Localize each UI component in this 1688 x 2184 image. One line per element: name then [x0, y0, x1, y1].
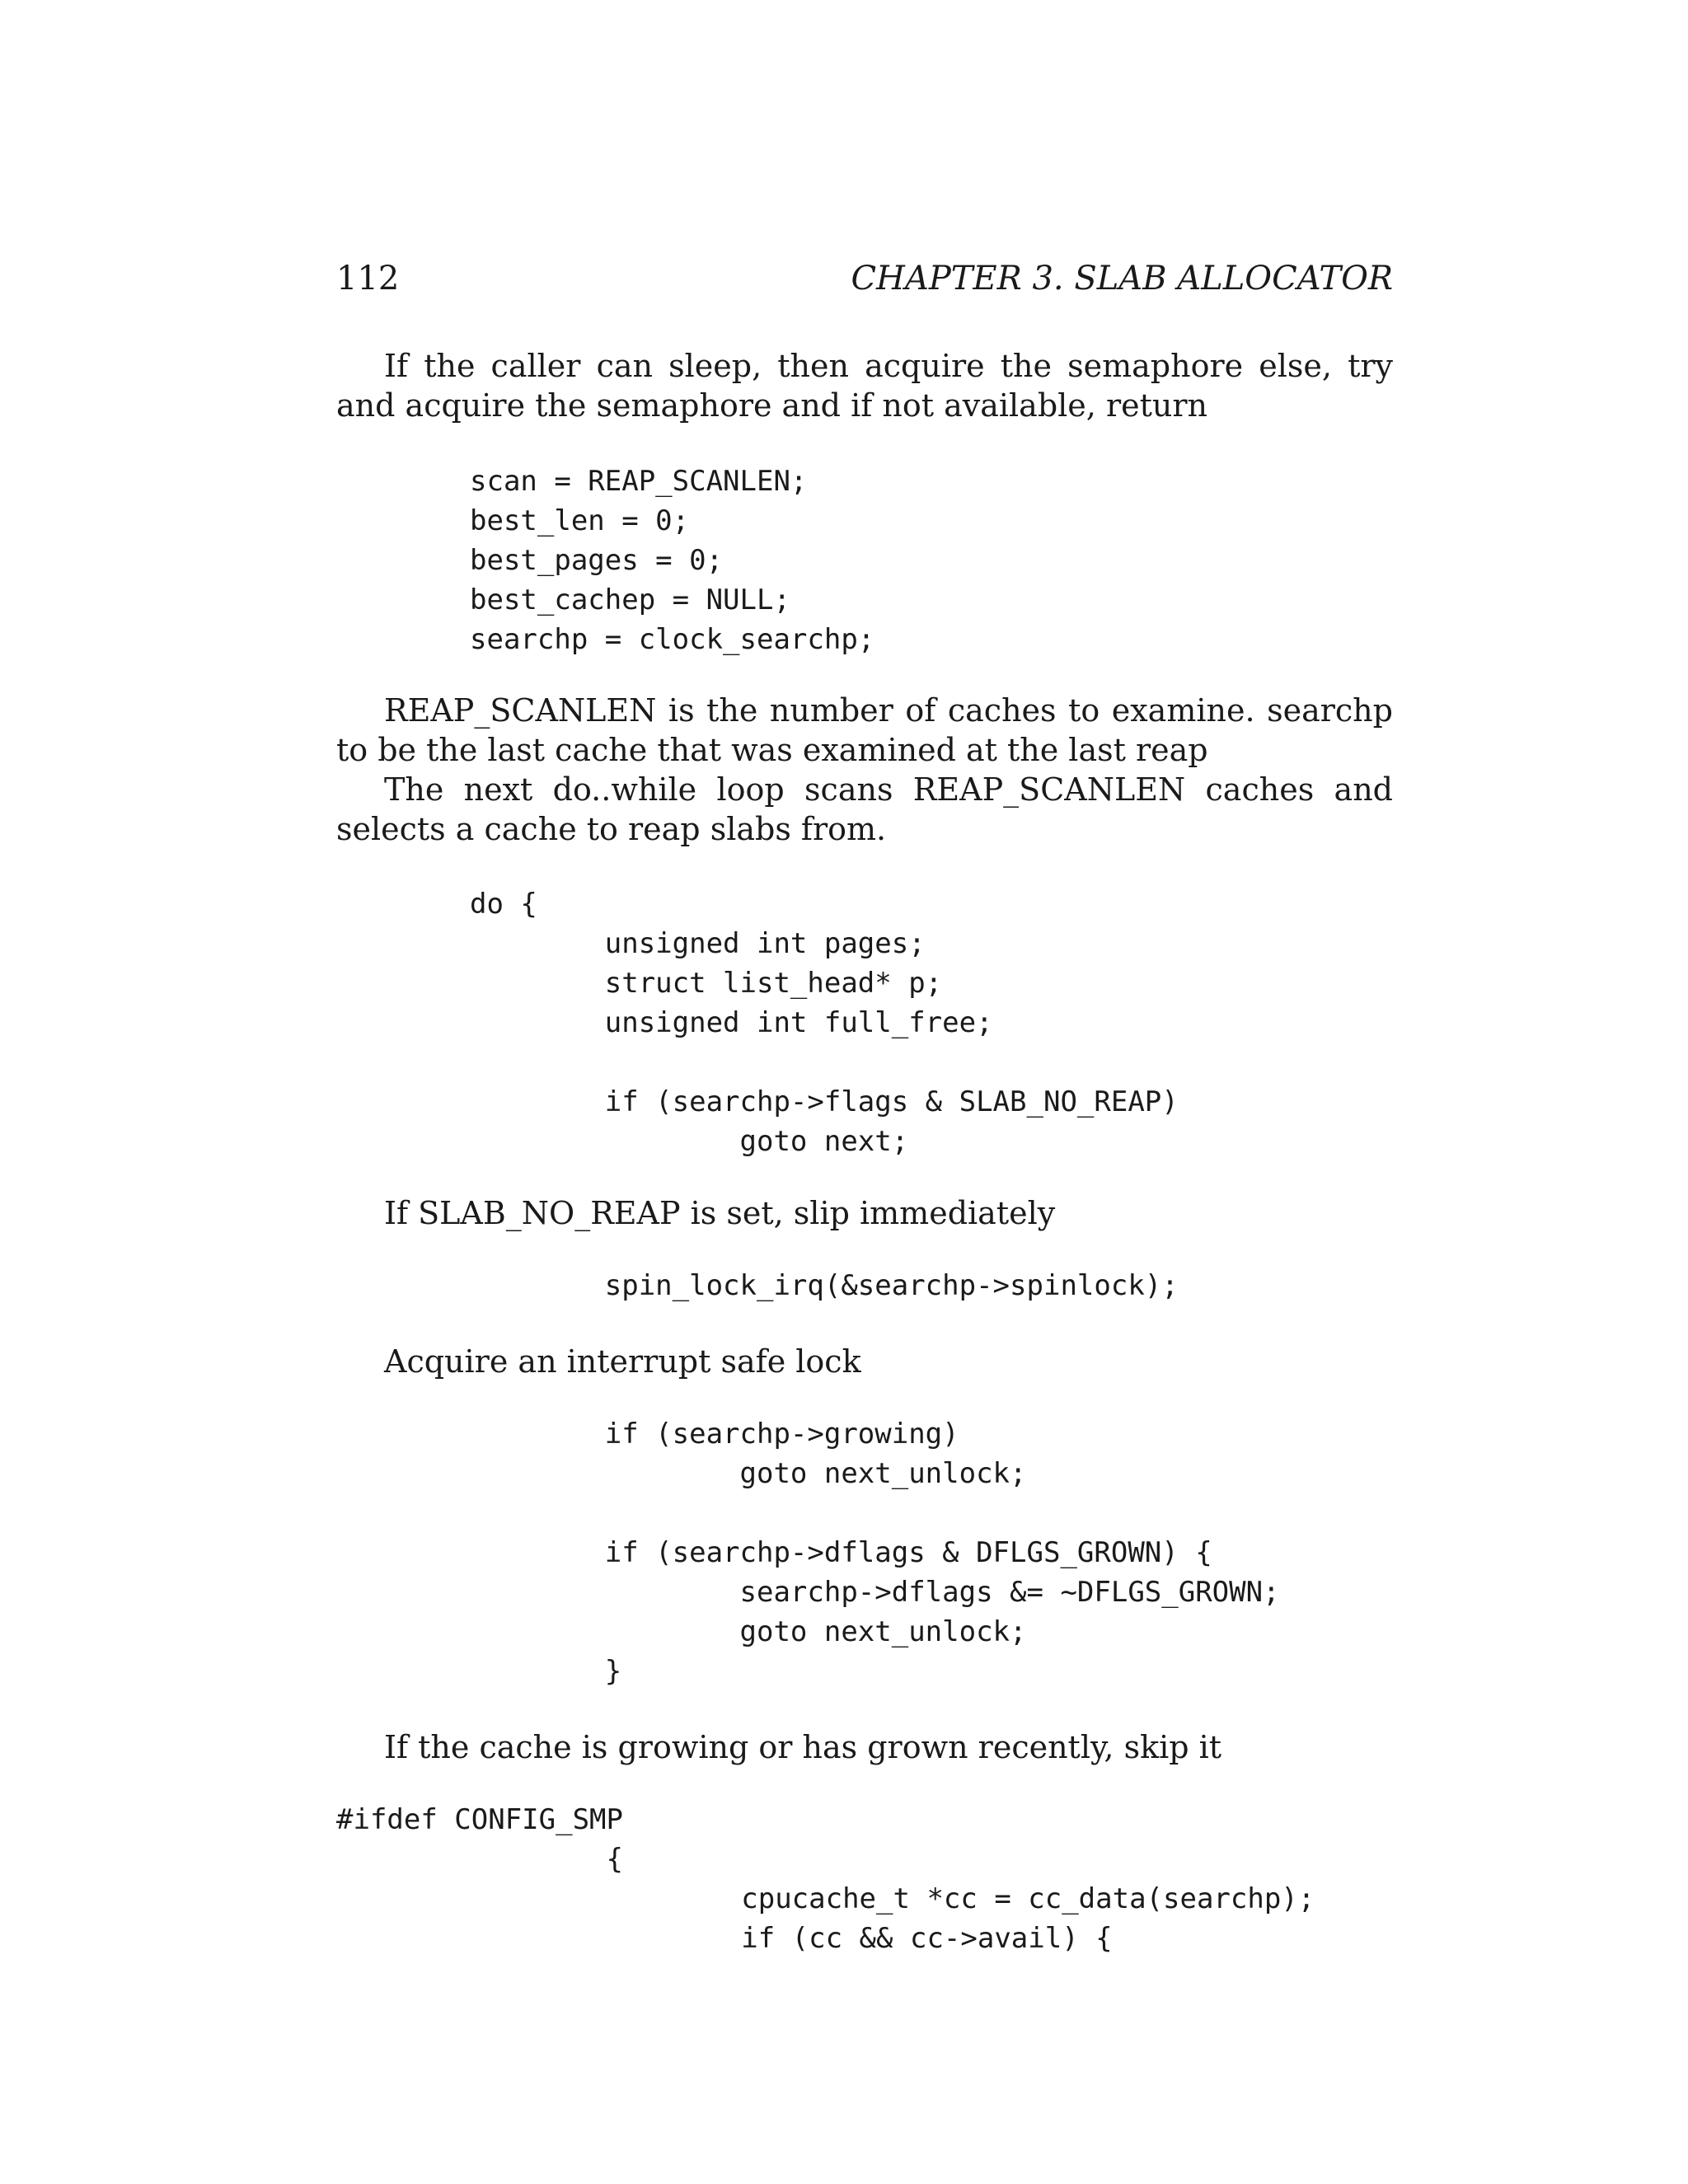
page-number: 112 [336, 260, 400, 298]
code-block-init: scan = REAP_SCANLEN; best_len = 0; best_pages = 0; best_cachep = NULL; searchp = clock_searchp; [470, 465, 875, 656]
page-header [336, 254, 1393, 303]
code-block-config-smp: #ifdef CONFIG_SMP { cpucache_t *cc = cc_data(searchp); if (cc && cc->avail) { [336, 1803, 1315, 1955]
paragraph-slab-no-reap: If SLAB_NO_REAP is set, slip immediately [384, 1195, 1056, 1231]
chapter-title: CHAPTER 3. SLAB ALLOCATOR [851, 260, 1393, 298]
paragraph-do-while: The next do..while loop scans REAP_SCANLEN caches and selects a cache to reap slabs from. [336, 771, 1393, 847]
code-block-growing-check: if (searchp->growing) goto next_unlock; if (searchp->dflags & DFLGS_GROWN) { searchp->dflags &= ~DFLGS_GROWN; goto next_unlock; } [604, 1418, 1280, 1688]
code-block-spinlock: spin_lock_irq(&searchp->spinlock); [470, 1269, 1179, 1302]
code-block-do-loop: do { unsigned int pages; struct list_head* p; unsigned int full_free; if (searchp->flags & SLAB_NO_REAP) goto next; [470, 888, 1179, 1158]
paragraph-semaphore: If the caller can sleep, then acquire the semaphore else, try and acquire the semaphore and if not available, return [336, 348, 1393, 424]
paragraph-cache-growing: If the cache is growing or has grown recently, skip it [384, 1729, 1222, 1765]
paragraph-interrupt-lock: Acquire an interrupt safe lock [384, 1343, 861, 1380]
paragraph-reap-scanlen: REAP_SCANLEN is the number of caches to examine. searchp to be the last cache that was examined at the last reap [336, 692, 1393, 768]
